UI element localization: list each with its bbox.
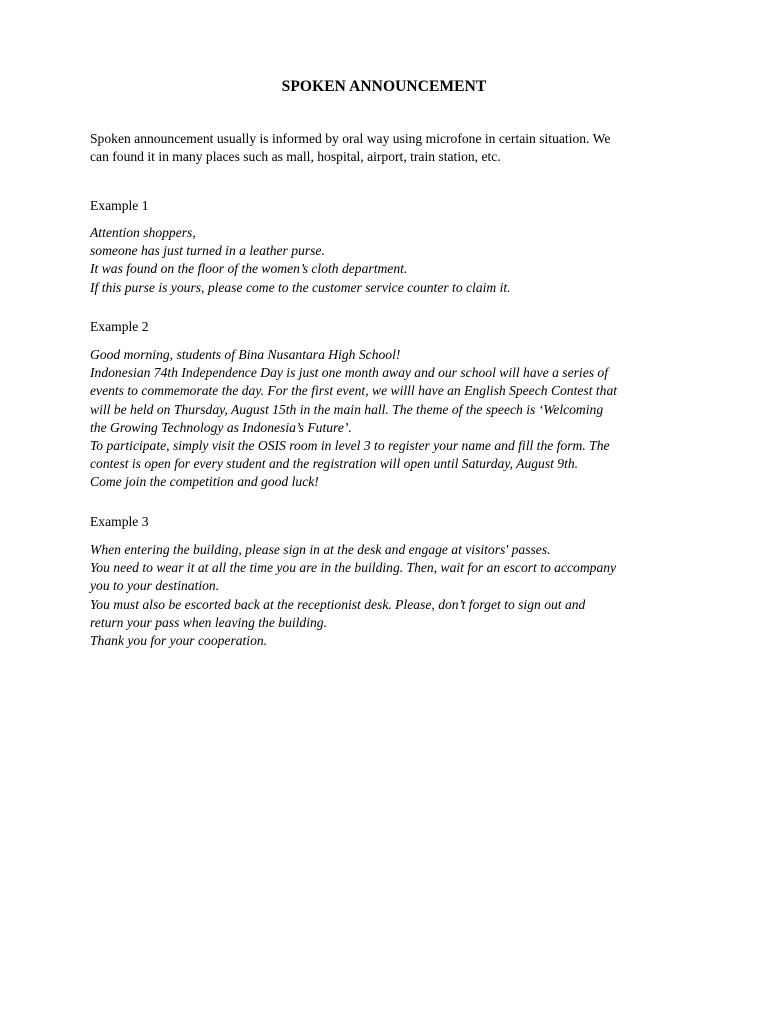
example-line: Indonesian 74th Independence Day is just one month away and our school will have a series of	[90, 365, 608, 381]
example-line: someone has just turned in a leather purse.	[90, 243, 325, 259]
example-3-heading: Example 3	[90, 514, 149, 529]
example-line: Good morning, students of Bina Nusantara High School!	[90, 347, 401, 362]
intro-line: can found it in many places such as mall, hospital, airport, train station, etc.	[90, 148, 501, 164]
example-3-text	[90, 541, 690, 650]
example-line: will be held on Thursday, August 15th in the main hall. The theme of the speech is ‘Welcoming	[90, 401, 604, 417]
example-line: Come join the competition and good luck!	[90, 474, 319, 490]
example-1-text	[90, 224, 690, 297]
example-line: You must also be escorted back at the receptionist desk. Please, don’t forget to sign out and	[90, 596, 586, 612]
example-line: events to commemorate the day. For the first event, we willl have an English Speech Contest that	[90, 383, 618, 399]
intro-paragraph	[90, 130, 690, 165]
example-2-text	[90, 346, 690, 492]
example-line: If this purse is yours, please come to the customer service counter to claim it.	[90, 279, 511, 295]
example-line: It was found on the floor of the women’s cloth department.	[90, 261, 408, 277]
example-line: Thank you for your cooperation.	[90, 633, 268, 649]
example-2-heading: Example 2	[90, 319, 149, 334]
example-line: Attention shoppers,	[90, 225, 196, 240]
example-line: return your pass when leaving the building.	[90, 614, 327, 630]
example-line: When entering the building, please sign in at the desk and engage at visitors' passes.	[90, 542, 551, 557]
document-title: SPOKEN ANNOUNCEMENT	[281, 78, 487, 95]
example-1-heading: Example 1	[90, 198, 149, 213]
example-line: you to your destination.	[90, 578, 220, 594]
example-line: To participate, simply visit the OSIS room in level 3 to register your name and fill the form. The	[90, 438, 610, 454]
example-line: the Growing Technology as Indonesia’s Future’.	[90, 419, 352, 435]
example-line: You need to wear it at all the time you are in the building. Then, wait for an escort to accompany	[90, 560, 617, 576]
intro-line: Spoken announcement usually is informed by oral way using microfone in certain situation. We	[90, 131, 611, 146]
example-line: contest is open for every student and the registration will open until Saturday, August 9th.	[90, 456, 579, 472]
